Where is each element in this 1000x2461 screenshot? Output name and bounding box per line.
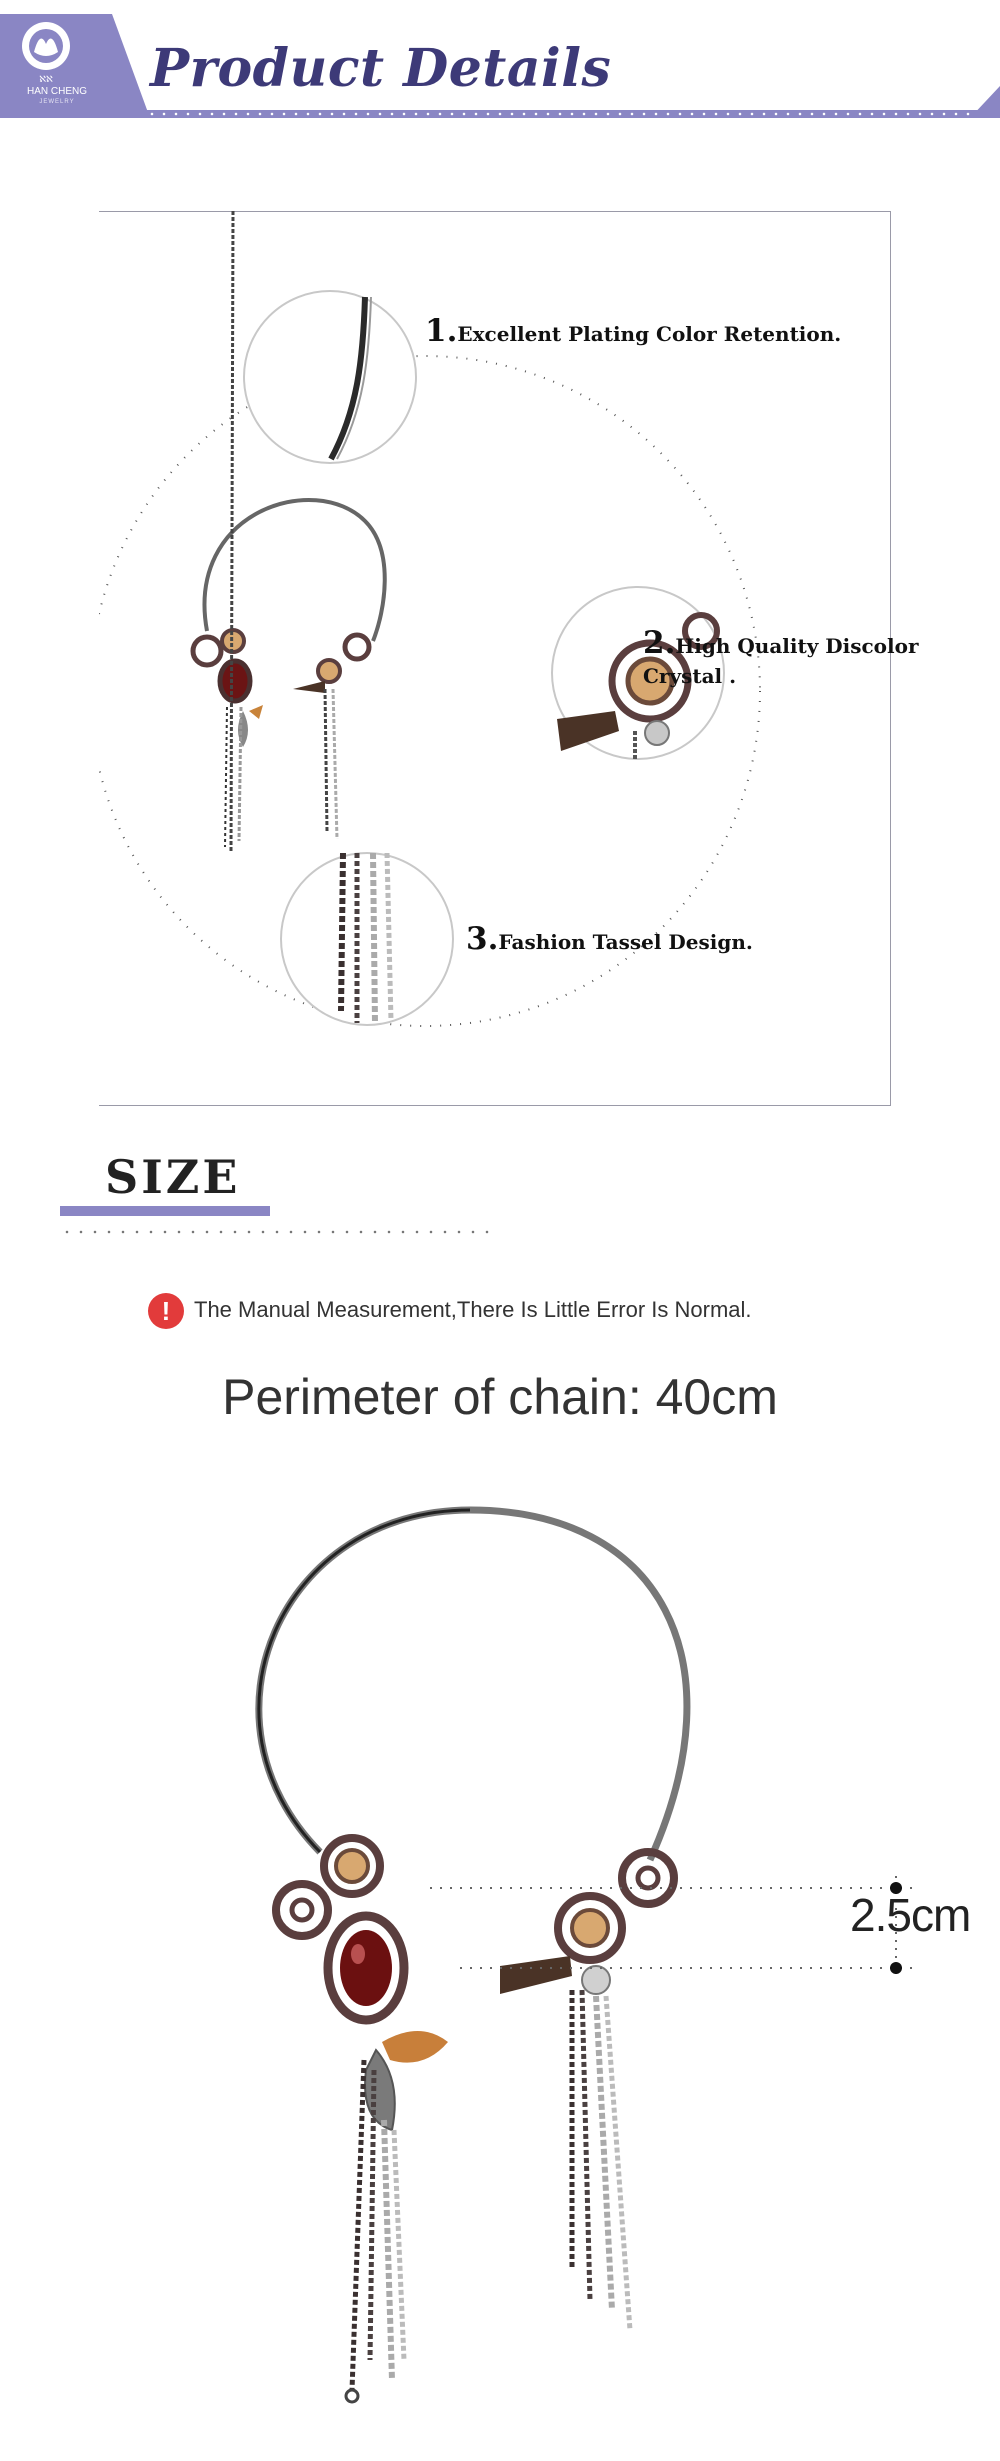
right-tassel xyxy=(572,1990,630,2330)
necklace-size-illustration xyxy=(0,1480,1000,2440)
feature-1-text: Excellent Plating Color Retention. xyxy=(457,322,842,346)
perimeter-label: Perimeter of chain: 40cm xyxy=(222,1369,778,1425)
header-corner xyxy=(970,86,1000,118)
exclamation-icon: ! xyxy=(148,1293,184,1329)
detail-circle-plating xyxy=(244,291,416,463)
feature-1-number: 1. xyxy=(425,313,458,349)
feature-1 xyxy=(425,313,842,349)
page-title: Product Details xyxy=(150,38,612,99)
brand-name: HAN CHENG xyxy=(26,86,87,97)
size-heading-underline xyxy=(60,1206,270,1216)
brand-subtitle: JEWELRY xyxy=(39,99,75,105)
feature-3 xyxy=(466,921,753,957)
feature-3-text: Fashion Tassel Design. xyxy=(498,930,753,954)
size-dotted-rule xyxy=(60,1230,490,1234)
feature-2-text: High Quality Discolor xyxy=(675,634,919,658)
measurement-notice: The Manual Measurement,There Is Little Error Is Normal. xyxy=(194,1297,752,1322)
feature-2 xyxy=(643,625,919,691)
feature-2-text-line2: Crystal . xyxy=(643,664,737,688)
size-heading: SIZE xyxy=(105,1150,241,1204)
measurement-guides xyxy=(430,1876,920,1980)
feature-2-number: 2. xyxy=(643,625,676,661)
measurement-label: 2.5cm xyxy=(850,1889,971,1941)
right-ornament xyxy=(500,1852,674,1994)
feature-3-number: 3. xyxy=(466,921,499,957)
svg-text:ℵℵ: ℵℵ xyxy=(39,74,53,84)
detail-circle-tassel xyxy=(281,853,453,1025)
